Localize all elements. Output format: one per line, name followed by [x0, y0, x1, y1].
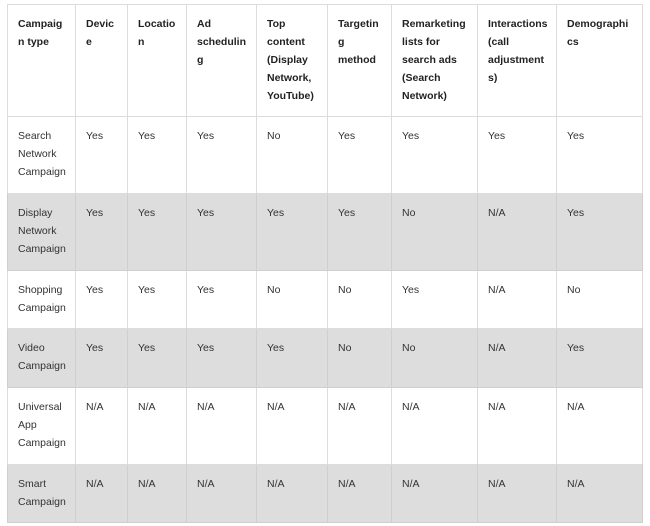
table-cell: N/A: [76, 388, 128, 465]
comparison-table-container: [7, 4, 643, 523]
table-cell: Yes: [392, 271, 478, 329]
column-header-remarketing-lists: Remarketing lists for search ads (Search Network): [392, 5, 478, 117]
table-cell: Yes: [187, 329, 257, 388]
table-cell: N/A: [478, 271, 557, 329]
table-cell: N/A: [128, 465, 187, 523]
table-cell-campaign-type: Video Campaign: [8, 329, 76, 388]
table-cell: Yes: [557, 194, 643, 271]
table-cell: No: [328, 271, 392, 329]
table-cell: Yes: [76, 271, 128, 329]
column-header-demographics: Demographics: [557, 5, 643, 117]
table-cell: Yes: [328, 194, 392, 271]
table-cell: Yes: [128, 329, 187, 388]
table-cell: Yes: [187, 194, 257, 271]
column-header-targeting-method: Targeting method: [328, 5, 392, 117]
campaign-adjustments-table: [7, 4, 643, 523]
table-row-video: [8, 329, 643, 388]
table-cell: N/A: [187, 388, 257, 465]
table-cell: N/A: [187, 465, 257, 523]
table-cell: Yes: [257, 329, 328, 388]
table-cell: No: [328, 329, 392, 388]
column-header-ad-scheduling: Ad scheduling: [187, 5, 257, 117]
table-cell: N/A: [328, 388, 392, 465]
table-cell: Yes: [557, 329, 643, 388]
table-cell: Yes: [76, 329, 128, 388]
table-cell: Yes: [76, 117, 128, 194]
table-cell: N/A: [128, 388, 187, 465]
column-header-interactions: Interactions (call adjustments): [478, 5, 557, 117]
table-cell-campaign-type: Search Network Campaign: [8, 117, 76, 194]
column-header-top-content: Top content (Display Network, YouTube): [257, 5, 328, 117]
table-cell: Yes: [557, 117, 643, 194]
table-row-universal-app: [8, 388, 643, 465]
table-cell: N/A: [557, 465, 643, 523]
table-cell: Yes: [187, 117, 257, 194]
table-cell: N/A: [478, 388, 557, 465]
table-row-search-network: [8, 117, 643, 194]
table-cell: N/A: [392, 388, 478, 465]
table-cell: N/A: [257, 465, 328, 523]
table-cell-campaign-type: Universal App Campaign: [8, 388, 76, 465]
column-header-device: Device: [76, 5, 128, 117]
table-cell: No: [557, 271, 643, 329]
table-cell: N/A: [557, 388, 643, 465]
table-cell-campaign-type: Display Network Campaign: [8, 194, 76, 271]
table-cell-campaign-type: Shopping Campaign: [8, 271, 76, 329]
column-header-campaign-type: Campaign type: [8, 5, 76, 117]
table-cell: Yes: [128, 194, 187, 271]
table-cell: N/A: [478, 465, 557, 523]
table-cell: Yes: [187, 271, 257, 329]
table-cell: No: [257, 117, 328, 194]
table-cell: Yes: [328, 117, 392, 194]
table-cell: N/A: [478, 194, 557, 271]
table-header-row: [8, 5, 643, 117]
table-row-display-network: [8, 194, 643, 271]
table-cell: Yes: [128, 117, 187, 194]
table-row-shopping: [8, 271, 643, 329]
table-cell: Yes: [128, 271, 187, 329]
table-cell: Yes: [257, 194, 328, 271]
table-cell: N/A: [76, 465, 128, 523]
table-cell: No: [392, 329, 478, 388]
table-cell: Yes: [76, 194, 128, 271]
column-header-location: Location: [128, 5, 187, 117]
table-cell: N/A: [257, 388, 328, 465]
table-cell: N/A: [328, 465, 392, 523]
table-cell: No: [392, 194, 478, 271]
table-row-smart: [8, 465, 643, 523]
table-cell: No: [257, 271, 328, 329]
table-cell: N/A: [478, 329, 557, 388]
table-cell: N/A: [392, 465, 478, 523]
table-cell: Yes: [392, 117, 478, 194]
table-cell-campaign-type: Smart Campaign: [8, 465, 76, 523]
table-cell: Yes: [478, 117, 557, 194]
